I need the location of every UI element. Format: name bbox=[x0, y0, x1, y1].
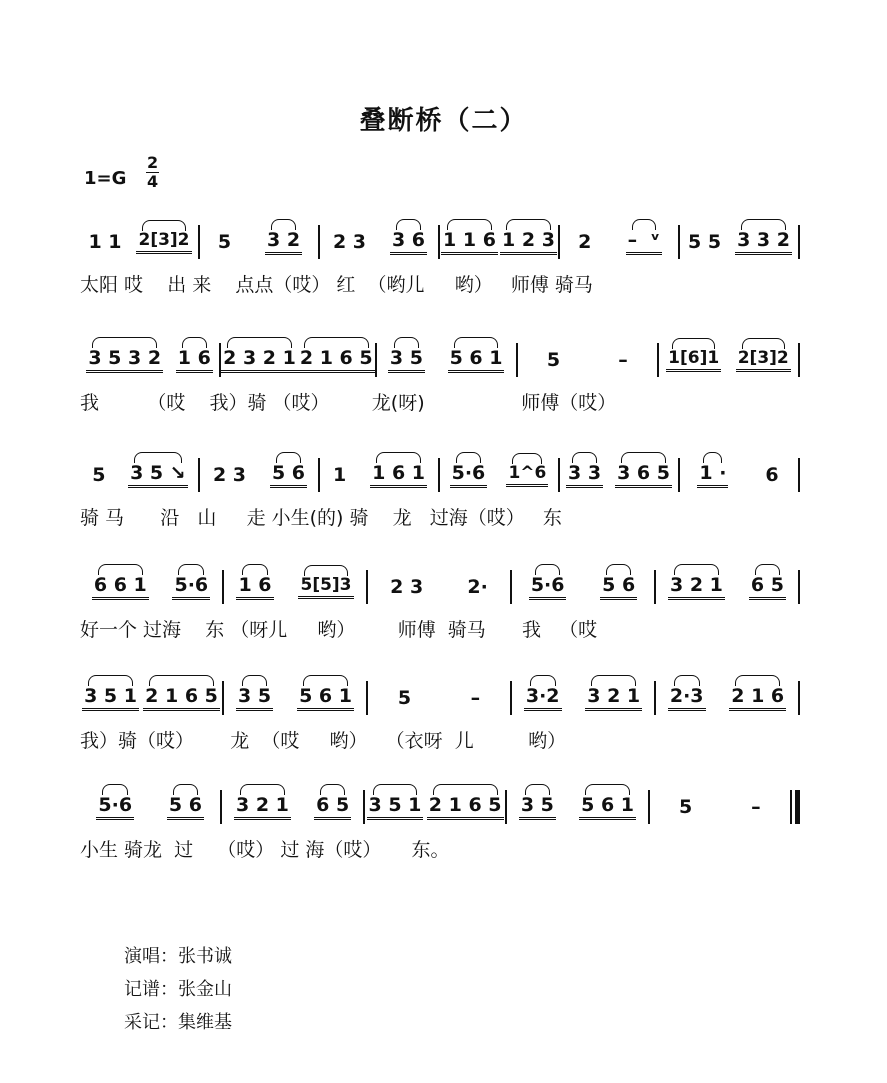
grace-note-group: 2[3]2 bbox=[736, 348, 791, 372]
credit-singer: 演唱：张书诚 bbox=[124, 946, 232, 967]
barline bbox=[798, 458, 800, 492]
note-group: 1 6 bbox=[176, 347, 213, 373]
measure bbox=[80, 455, 198, 495]
grace-note-group: 5[5]3 bbox=[298, 575, 353, 599]
lyrics-row: 我）骑（哎） 龙 （哎 哟） （衣呀 儿 哟） bbox=[80, 730, 567, 752]
note-group: 2 3 bbox=[332, 230, 367, 253]
score-line bbox=[80, 678, 800, 753]
note-group: 2 3 bbox=[212, 463, 247, 486]
score-line bbox=[80, 455, 800, 530]
note-group: 5 6 1 bbox=[448, 347, 505, 373]
measure bbox=[80, 340, 219, 380]
measure bbox=[656, 678, 798, 718]
measure bbox=[560, 222, 678, 262]
note-group: 5 bbox=[397, 686, 412, 709]
note-group: 5 5 bbox=[688, 230, 722, 253]
lyrics-row: 太阳 哎 出 来 点点（哎） 红 （哟儿 哟） 师傅 骑马 bbox=[80, 274, 593, 296]
measure bbox=[560, 455, 678, 495]
measure bbox=[680, 455, 798, 495]
grace-note-group: 2[3]2 bbox=[136, 230, 191, 254]
note-group: 3·2 bbox=[524, 685, 562, 711]
key-signature: 1=G bbox=[84, 168, 127, 189]
note-group: 3 5 ↘ bbox=[128, 462, 188, 488]
measure bbox=[656, 567, 798, 607]
lyrics-row: 小生 骑龙 过 （哎） 过 海（哎） 东。 bbox=[80, 839, 450, 861]
note-group: 5 bbox=[546, 348, 561, 371]
score-line bbox=[80, 787, 800, 862]
measure bbox=[507, 787, 647, 827]
measure bbox=[377, 340, 516, 380]
measure bbox=[221, 340, 374, 380]
note-group: 2 1 6 5 bbox=[298, 347, 375, 373]
measure bbox=[80, 678, 222, 718]
note-group: 1 · bbox=[697, 462, 728, 488]
measure bbox=[512, 678, 654, 718]
note-group: 2 bbox=[578, 230, 592, 253]
note-group: 3 5 1 bbox=[82, 685, 139, 711]
credits bbox=[124, 940, 232, 1039]
final-barline bbox=[795, 790, 800, 824]
measure bbox=[512, 567, 654, 607]
note-group: 3 3 2 bbox=[735, 229, 792, 255]
note-group: 1 2 3 bbox=[500, 229, 557, 255]
note-group: – ᵛ bbox=[626, 229, 662, 255]
note-group: 3 2 1 bbox=[234, 794, 291, 820]
measure bbox=[440, 455, 558, 495]
measure bbox=[200, 222, 318, 262]
barline bbox=[798, 343, 800, 377]
notes-row bbox=[80, 455, 800, 495]
measure bbox=[650, 787, 790, 827]
song-title: 叠断桥（二） bbox=[359, 106, 528, 136]
note-group: 3 3 bbox=[566, 462, 603, 488]
measure bbox=[80, 787, 220, 827]
note-group: 1 1 6 bbox=[441, 229, 498, 255]
note-group: 3 6 5 bbox=[615, 462, 672, 488]
note-group: 6 bbox=[765, 463, 779, 486]
barline bbox=[790, 790, 792, 824]
measure bbox=[222, 787, 362, 827]
note-group: 2 1 6 5 bbox=[427, 794, 504, 820]
measure bbox=[518, 340, 657, 380]
note-group: 5·6 bbox=[96, 794, 134, 820]
note-group: 6 6 1 bbox=[92, 574, 149, 600]
note-group: 3 2 1 bbox=[668, 574, 725, 600]
note-group: – bbox=[470, 686, 481, 709]
note-group: 3 6 bbox=[390, 229, 427, 255]
note-group: 2 3 bbox=[390, 575, 424, 598]
note-group: – bbox=[618, 348, 628, 371]
note-group: 3 5 bbox=[388, 347, 425, 373]
notes-row bbox=[80, 222, 800, 262]
lyrics-row: 好一个 过海 东 （呀儿 哟） 师傅 骑马 我 （哎 bbox=[80, 619, 598, 641]
note-group: 3 2 1 bbox=[585, 685, 642, 711]
time-bottom: 4 bbox=[147, 172, 159, 191]
note-group: 2· bbox=[467, 575, 488, 598]
measure bbox=[320, 455, 438, 495]
measure bbox=[680, 222, 798, 262]
note-group: 5 6 bbox=[167, 794, 204, 820]
note-group: 1 6 bbox=[236, 574, 273, 600]
note-group: 1 1 bbox=[88, 230, 122, 253]
measure bbox=[224, 678, 366, 718]
notes-row bbox=[80, 340, 800, 380]
score-line bbox=[80, 222, 800, 297]
barline bbox=[798, 570, 800, 604]
note-group: 5 6 bbox=[270, 462, 307, 488]
measure bbox=[659, 340, 798, 380]
note-group: 5 6 bbox=[600, 574, 637, 600]
note-group: 3 5 bbox=[519, 794, 556, 820]
measure bbox=[368, 678, 510, 718]
time-signature bbox=[146, 154, 159, 191]
note-group: 5·6 bbox=[529, 574, 567, 600]
note-group: 3 2 bbox=[265, 229, 302, 255]
measure bbox=[200, 455, 318, 495]
note-group: 2 3 2 1 bbox=[221, 347, 298, 373]
credit-transcriber: 记谱：张金山 bbox=[124, 979, 232, 1000]
note-group: 3 5 bbox=[236, 685, 273, 711]
notes-row bbox=[80, 678, 800, 718]
note-group: 5·6 bbox=[172, 574, 210, 600]
note-group: 6 5 bbox=[314, 794, 351, 820]
note-group: 3 5 1 bbox=[367, 794, 424, 820]
note-group: 2·3 bbox=[668, 685, 706, 711]
note-group: 2 1 6 5 bbox=[143, 685, 220, 711]
note-group: 5 bbox=[217, 230, 232, 253]
credit-collector: 采记：集维基 bbox=[124, 1012, 232, 1033]
note-group: 6 5 bbox=[749, 574, 786, 600]
measure bbox=[80, 222, 198, 262]
note-group: – bbox=[751, 795, 761, 818]
lyrics-row: 骑 马 沿 山 走 小生(的) 骑 龙 过海（哎） 东 bbox=[80, 507, 562, 529]
note-group: 3 5 3 2 bbox=[86, 347, 163, 373]
note-group: 1 bbox=[332, 463, 347, 486]
note-group: 5 bbox=[679, 795, 693, 818]
notes-row bbox=[80, 567, 800, 607]
note-group: 1 6 1 bbox=[370, 462, 427, 488]
measure bbox=[224, 567, 366, 607]
measure bbox=[320, 222, 438, 262]
notes-row bbox=[80, 787, 800, 827]
note-group: 5·6 bbox=[450, 462, 488, 488]
grace-note-group: 1[6]1 bbox=[666, 348, 721, 372]
barline bbox=[798, 681, 800, 715]
note-group: 2 1 6 bbox=[729, 685, 786, 711]
time-top: 2 bbox=[147, 153, 159, 172]
lyrics-row: 我 （哎 我）骑 （哎） 龙(呀) 师傅（哎） bbox=[80, 392, 617, 414]
measure bbox=[368, 567, 510, 607]
note-group: 5 bbox=[92, 463, 106, 486]
score-line bbox=[80, 567, 800, 642]
score-line bbox=[80, 340, 800, 415]
note-group: 5 6 1 bbox=[579, 794, 636, 820]
measure bbox=[80, 567, 222, 607]
note-group: 5 6 1 bbox=[297, 685, 354, 711]
measure bbox=[365, 787, 505, 827]
grace-note-group: 1^6 bbox=[506, 463, 548, 487]
measure bbox=[440, 222, 558, 262]
barline bbox=[798, 225, 800, 259]
